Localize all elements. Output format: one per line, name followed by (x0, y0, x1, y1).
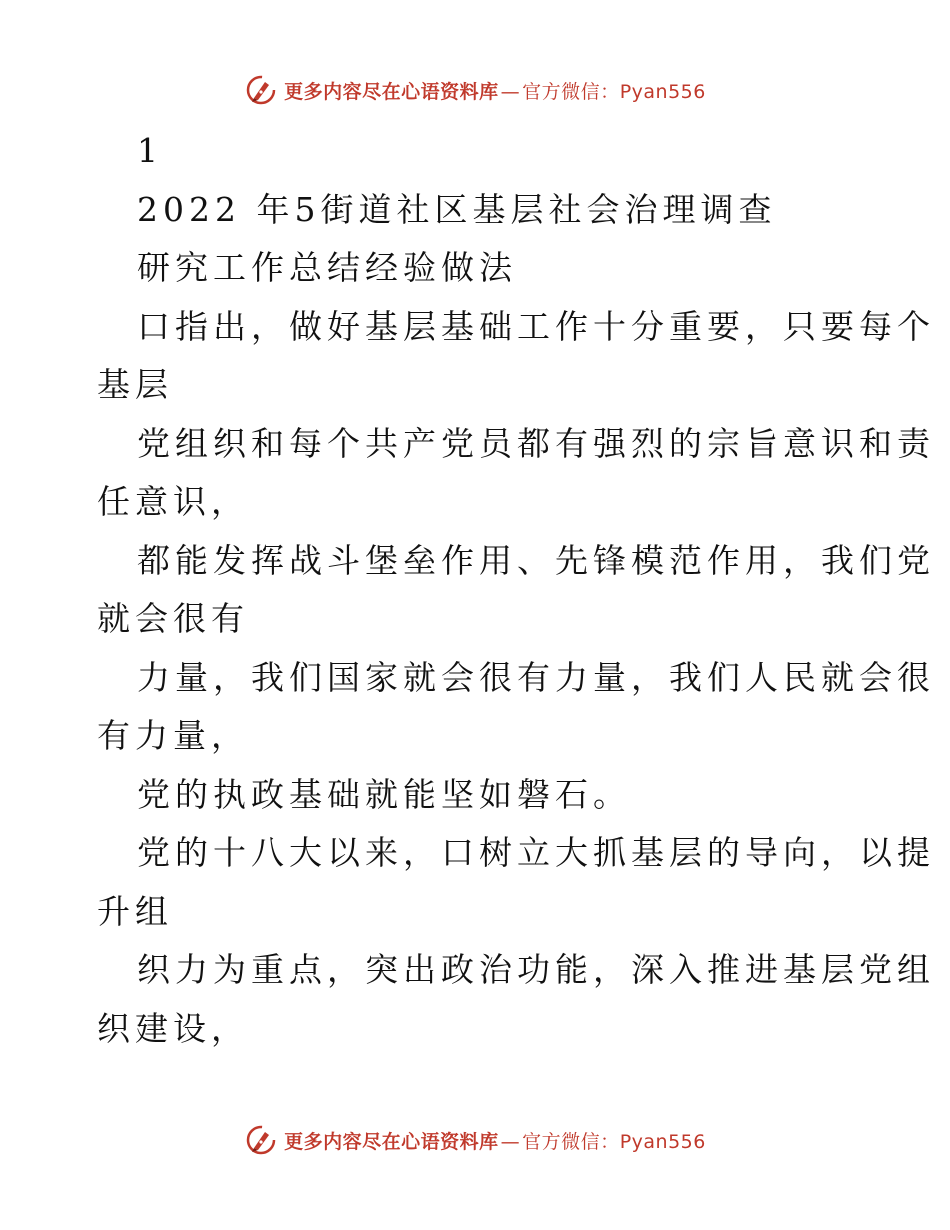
paragraph-line: 织建设， (97, 1008, 249, 1048)
paragraph-line: 党的十八大以来，口树立大抓基层的导向，以提 (137, 833, 935, 872)
watermark-label: 官方微信： (522, 1130, 620, 1153)
document-title-line-1: 2022 年5街道社区基层社会治理调查 (137, 189, 777, 229)
watermark-footer-inner (244, 1123, 706, 1157)
document-body (97, 122, 935, 1058)
paragraph-line: 就会很有 (97, 599, 249, 638)
watermark-account: Pyan556 (619, 80, 706, 103)
watermark-text (284, 77, 706, 104)
paragraph-line: 都能发挥战斗堡垒作用、先锋模范作用，我们党 (137, 540, 935, 580)
watermark-separator: — (500, 1130, 521, 1153)
paragraph-line: 党的执政基础就能坚如磐石。 (137, 774, 631, 814)
pen-nib-circle-icon (244, 73, 278, 107)
watermark-header-inner (244, 73, 706, 107)
watermark-header (0, 70, 950, 110)
watermark-main-text: 更多内容尽在心语资料库 (284, 1130, 499, 1153)
paragraph-line: 织力为重点，突出政治功能，深入推进基层党组 (137, 950, 935, 989)
watermark-footer (0, 1120, 950, 1160)
watermark-account: Pyan556 (619, 1130, 706, 1153)
paragraph-line: 有力量， (97, 716, 249, 755)
paragraph-line: 任意识， (97, 482, 249, 521)
watermark-text (284, 1127, 706, 1154)
watermark-main-text: 更多内容尽在心语资料库 (284, 80, 499, 103)
pen-nib-circle-icon (244, 1123, 278, 1157)
document-title-line-2: 研究工作总结经验做法 (137, 248, 517, 287)
paragraph-line: 口指出，做好基层基础工作十分重要，只要每个 (137, 306, 935, 346)
paragraph-line: 党组织和每个共产党员都有强烈的宗旨意识和责 (137, 423, 935, 463)
paragraph-line: 基层 (97, 365, 173, 404)
paragraph-line: 力量，我们国家就会很有力量，我们人民就会很 (137, 657, 935, 697)
page-number: 1 (137, 131, 163, 170)
watermark-separator: — (500, 80, 521, 103)
watermark-label: 官方微信： (522, 80, 620, 103)
paragraph-line: 升组 (97, 891, 173, 931)
